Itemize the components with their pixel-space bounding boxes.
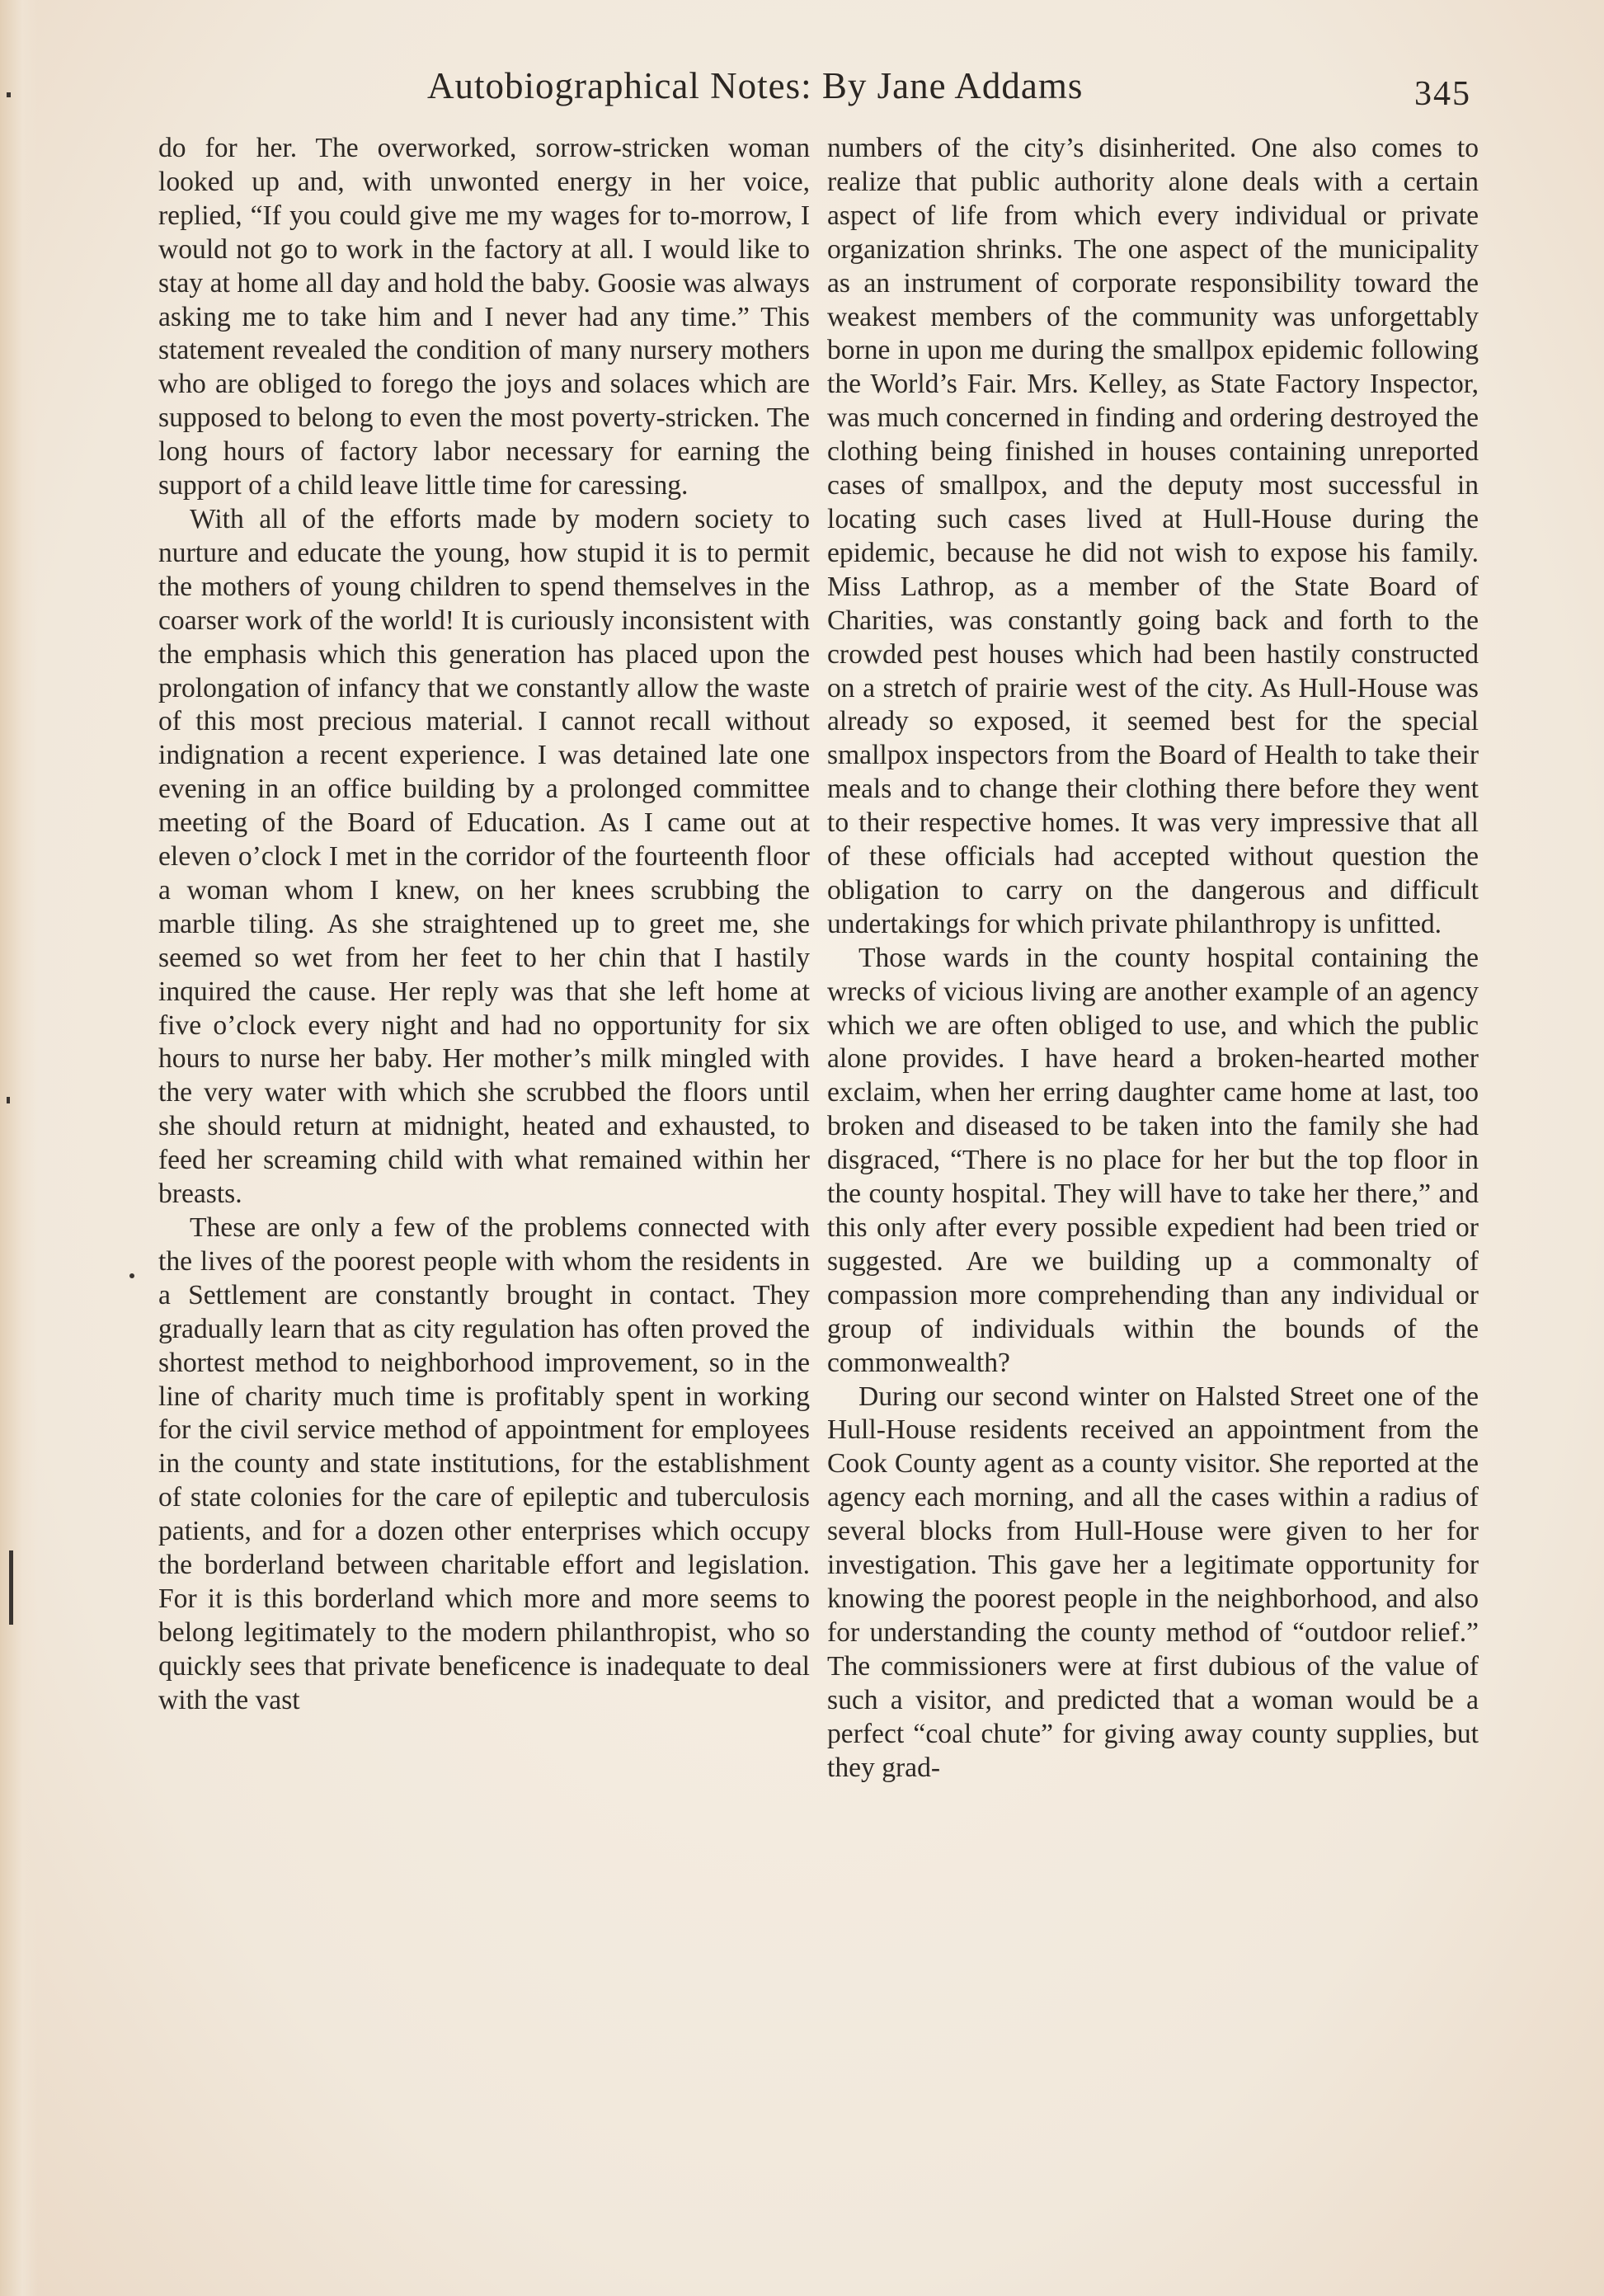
paragraph: numbers of the city’s disinherited. One also comes to realize that public authority alone deals with a certain aspect of life from which every individual or private organization shrinks. The one aspect of the municipality as an instrument of corporate responsibility toward the weakest members of the community was unforgettably borne in upon me during the smallpox epidemic following the World’s Fair. Mrs. Kelley, as State Factory Inspector, was much concerned in finding and ordering destroyed the clothing being finished in houses containing unreported cases of smallpox, and the deputy most successful in locating such cases lived at Hull-House during the epidemic, because he did not wish to expose his family. Miss Lathrop, as a member of the State Board of Charities, was constantly going back and forth to the crowded pest houses which had been hastily constructed on a stretch of prairie west of the city. As Hull-House was already so exposed, it seemed best for the special smallpox inspectors from the Board of Health to take their meals and to change their clothing there before they went to their respective homes. It was very impressive that all of these officials had accepted without question the obligation to carry on the dangerous and difficult undertakings for which private philanthropy is unfitted.: [827, 133, 1479, 939]
paragraph: do for her. The overworked, sorrow-stricken woman looked up and, with unwonted energy in her voice, replied, “If you could give me my wages for to-morrow, I would not go to work in the factory at all. I would like to stay at home all day and hold the baby. Goosie was always asking me to take him and I never had any time.” This statement revealed the condition of many nursery mothers who are obliged to forego the joys and solaces which are supposed to belong to even the most poverty-stricken. The long hours of factory labor necessary for earning the support of a child leave little time for caressing.: [158, 133, 810, 501]
running-title: Autobiographical Notes: By Jane Addams: [427, 65, 1084, 106]
paragraph: With all of the efforts made by modern society to nurture and educate the young, how stupid it is to permit the mothers of young children to spend themselves in the coarser work of the world! It is curiously inconsistent with the emphasis which this generation has placed upon the prolongation of infancy that we constantly allow the waste of this most precious material. I cannot recall without indignation a recent experience. I was detained late one evening in an office building by a prolonged committee meeting of the Board of Education. As I came out at eleven o’clock I met in the corridor of the fourteenth floor a woman whom I knew, on her knees scrubbing the marble tiling. As she straightened up to greet me, she seemed so wet from her feet to her chin that I hastily inquired the cause. Her reply was that she left home at five o’clock every night and had no opportunity for six hours to nurse her baby. Her mother’s milk mingled with the very water with which she scrubbed the floors until she should return at midnight, heated and exhausted, to feed her screaming child with what remained within her breasts.: [158, 503, 810, 1210]
page-number: 345: [1414, 75, 1471, 113]
page-edge-shadow: [0, 0, 38, 2296]
running-header: [165, 64, 1484, 114]
paragraph: During our second winter on Halsted Street one of the Hull-House residents received an appointment from the Cook County agent as a county visitor. She reported at the agency each morning, and all the cases within a radius of several blocks from Hull-House were given to her for investigation. This gave her a legitimate opportunity for knowing the poorest people in the neighborhood, and also for understanding the county method of “outdoor relief.” The commissioners were at first dubious of the value of such a visitor, and predicted that a woman would be a perfect “coal chute” for giving away county supplies, but they grad-: [827, 1381, 1479, 1783]
margin-ink-mark: [7, 92, 11, 97]
margin-ink-mark: [7, 1097, 10, 1103]
left-column: [158, 132, 810, 1718]
margin-ink-mark: [9, 1550, 13, 1625]
margin-dot: [129, 1273, 134, 1278]
paragraph: Those wards in the county hospital containing the wrecks of vicious living are another example of an agency which we are often obliged to use, and which the public alone provides. I have heard a broken-hearted mother exclaim, when her erring daughter came home at last, too broken and diseased to be taken into the family she had disgraced, “There is no place for her but the top floor in the county hospital. They will have to take her there,” and this only after every possible expedient had been tried or suggested. Are we building up a commonalty of compassion more comprehending than any individual or group of individuals within the bounds of the commonwealth?: [827, 942, 1479, 1378]
right-column: [827, 132, 1479, 1785]
paragraph: These are only a few of the problems connected with the lives of the poorest people with whom the residents in a Settlement are constantly brought in contact. They gradually learn that as city regulation has often proved the shortest method to neighborhood improvement, so in the line of charity much time is profitably spent in working for the civil service method of appointment for employees in the county and state institutions, for the establishment of state colonies for the care of epileptic and tuberculosis patients, and for a dozen other enterprises which occupy the borderland between charitable effort and legislation. For it is this borderland which more and more seems to belong legitimately to the modern philanthropist, who so quickly sees that private beneficence is inadequate to deal with the vast: [158, 1212, 810, 1715]
